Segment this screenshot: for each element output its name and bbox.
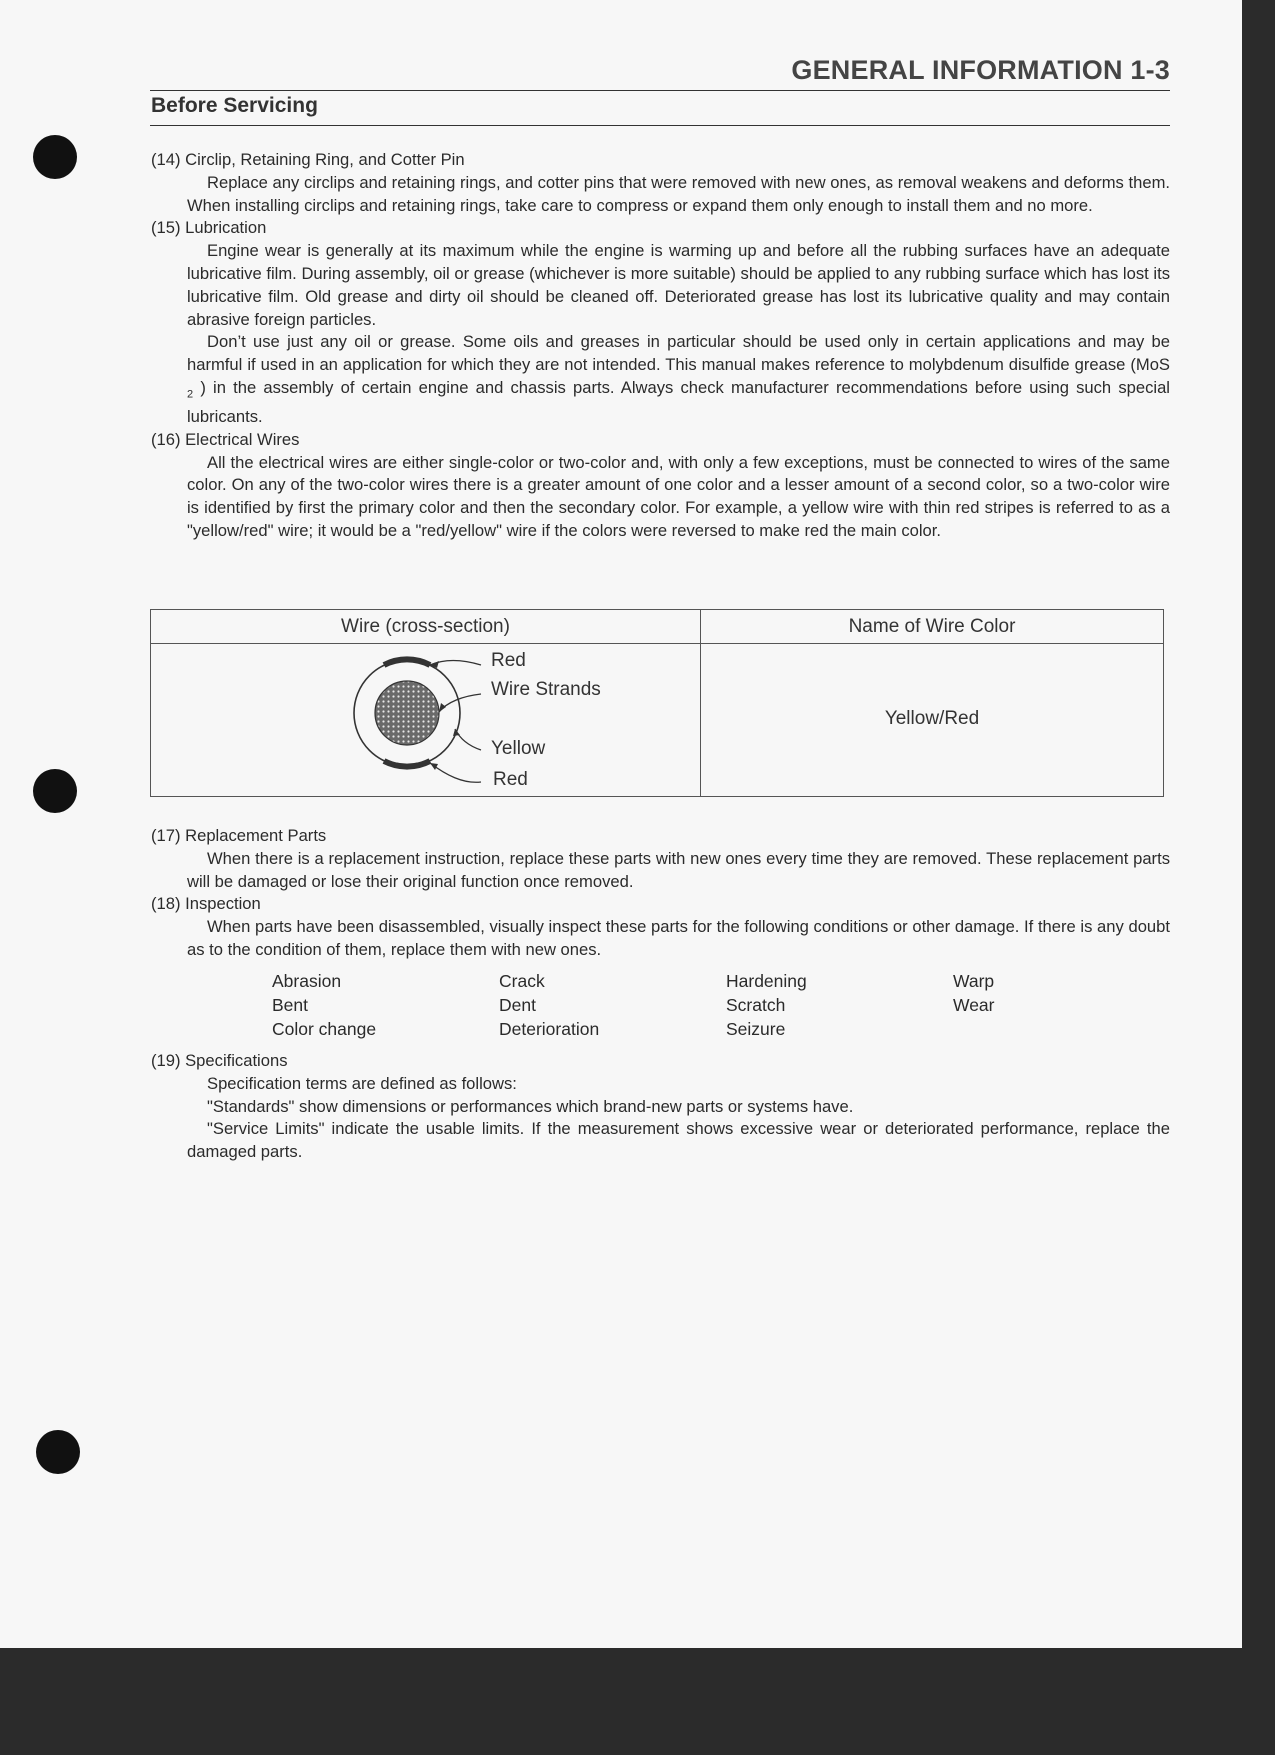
item-16-heading: (16) Electrical Wires (151, 429, 300, 449)
wire-strands (375, 681, 439, 745)
condition-item: Wear (953, 995, 995, 1015)
item-16-paragraph: All the electrical wires are either single-color or two-color and, with only a few exceptions, must be connected to wires of the same color. On any of the two-color wires there is a greater amount of one color and a lesser amount of a second color, so a two-color wire is identified by first the primary color and then the secondary color. For example, a yellow wire with thin red stripes is referred to as a "yellow/red" wire; it would be a "red/yellow" wire if the colors were reversed to make red the main color. (187, 452, 1170, 541)
wire-color-name: Yellow/Red (884, 708, 980, 729)
item-15-heading: (15) Lubrication (151, 218, 267, 238)
condition-item: Hardening (726, 971, 807, 991)
condition-item: Bent (272, 995, 308, 1015)
item-14-heading: (14) Circlip, Retaining Ring, and Cotter Pin (151, 150, 465, 169)
text-block-lower (151, 825, 1170, 962)
item-19-heading: (19) Specifications (151, 1051, 288, 1070)
section-title: Before Servicing (151, 94, 318, 117)
punch-hole-middle (33, 769, 77, 813)
item-17-heading: (17) Replacement Parts (151, 826, 327, 845)
item-15-paragraph-2 (187, 331, 1170, 429)
chapter-title: GENERAL INFORMATION 1-3 (791, 55, 1170, 85)
mos2-subscript: 2 (187, 388, 194, 401)
label-red-top: Red (491, 650, 526, 671)
item-17-paragraph: When there is a replacement instruction, replace these parts with new ones every time they are removed. These replacement parts will be damaged or lose their original function once removed. (187, 848, 1170, 891)
condition-item: Warp (953, 971, 995, 991)
scan-border-bottom (0, 1648, 1275, 1755)
condition-item: Abrasion (272, 971, 342, 991)
text-block-specifications (151, 1050, 1170, 1164)
scan-border-right (1242, 0, 1275, 1755)
text-block-upper (151, 149, 1170, 543)
label-wire-strands: Wire Strands (491, 679, 601, 700)
item-15-paragraph-2a: Don’t use just any oil or grease. Some oils and greases in particular should be used only in certain applications and may be harmful if used in an application for which they are not intended. This manual makes reference to molybdenum disulfide grease (MoS (187, 332, 1170, 375)
item-14-paragraph: Replace any circlips and retaining rings, and cotter pins that were removed with new ones, as removal weakens and deforms them. When installing circlips and retaining rings, take care to compress or expand them only enough to install them and no more. (187, 172, 1170, 215)
table-header-color: Name of Wire Color (848, 616, 1016, 637)
punch-hole-top (33, 135, 77, 179)
header-rule-top (150, 90, 1170, 91)
punch-hole-bottom (36, 1430, 80, 1474)
wire-cross-section-diagram (151, 644, 700, 796)
item-18-paragraph: When parts have been disassembled, visually inspect these parts for the following conditions or other damage. If there is any doubt as to the condition of them, replace them with new ones. (187, 917, 1170, 959)
item-15-paragraph-1: Engine wear is generally at its maximum while the engine is warming up and before all the rubbing surfaces have an adequate lubricative film. During assembly, oil or grease (whichever is more suitable) should be applied to any rubbing surface which has lost its lubricative film. Old grease and dirty oil should be cleaned off. Deteriorated grease has lost its lubricative quality and may contain abrasive foreign particles. (187, 241, 1170, 329)
label-red-bottom: Red (493, 769, 528, 790)
table-header-wire: Wire (cross-section) (341, 616, 510, 637)
condition-item: Scratch (726, 995, 786, 1015)
condition-item: Deterioration (499, 1019, 600, 1039)
condition-item: Color change (272, 1019, 377, 1039)
condition-item: Seizure (726, 1019, 786, 1039)
header-rule-bottom (150, 125, 1170, 126)
item-15-paragraph-2b: ) in the assembly of certain engine and chassis parts. Always check manufacturer recommendations before using such special lubricants. (187, 377, 1170, 427)
condition-item: Dent (499, 995, 536, 1015)
inspection-conditions-list (272, 971, 1180, 1043)
condition-item: Crack (499, 971, 545, 991)
item-19-paragraph-1: Specification terms are defined as follows: (207, 1073, 517, 1093)
item-19-paragraph-3: "Service Limits" indicate the usable limits. If the measurement shows excessive wear or deteriorated performance, replace the damaged parts. (187, 1119, 1170, 1162)
item-19-paragraph-2: "Standards" show dimensions or performances which brand-new parts or systems have. (207, 1096, 854, 1116)
table-column-divider (700, 610, 701, 796)
wire-color-table (150, 609, 1164, 797)
item-18-heading: (18) Inspection (151, 894, 261, 914)
label-yellow: Yellow (491, 738, 546, 759)
